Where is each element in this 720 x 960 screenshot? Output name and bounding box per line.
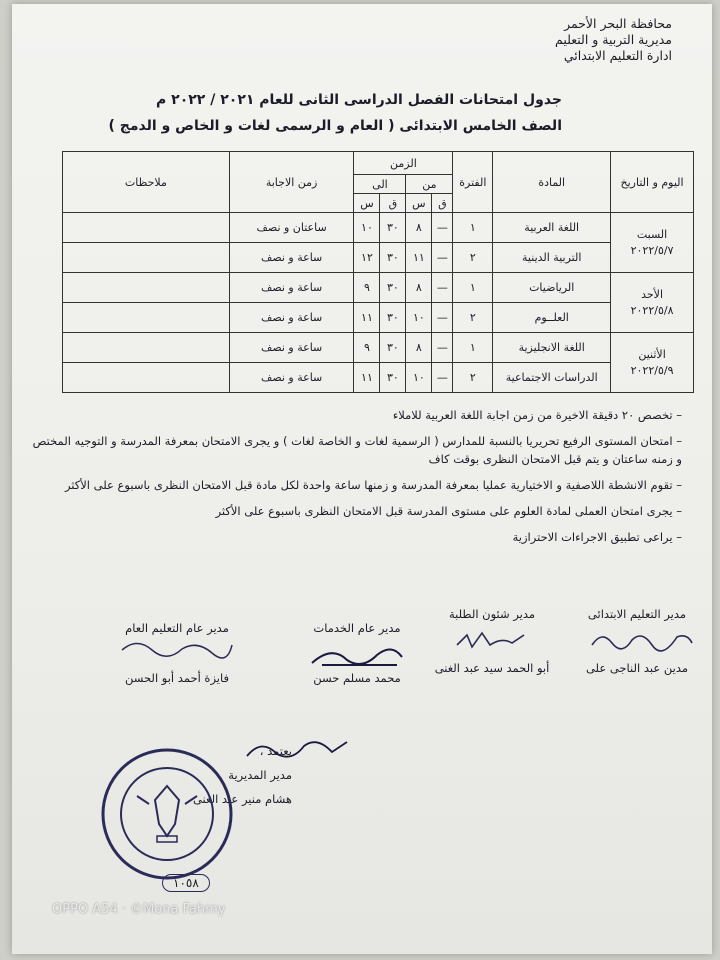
day-name: السبت	[636, 227, 668, 241]
signature-block	[427, 607, 557, 675]
to-q-cell: ٣٠	[380, 333, 406, 363]
notes-cell	[63, 243, 230, 273]
table-row	[63, 363, 694, 393]
to-s-cell: ٩	[354, 273, 380, 303]
from-s-cell: ٨	[406, 213, 432, 243]
period-cell: ١	[453, 273, 493, 303]
day-cell	[611, 333, 694, 393]
duration-cell: ساعتان و نصف	[229, 213, 354, 243]
directorate-line: مديرية التربية و التعليم	[555, 32, 672, 47]
from-q-cell: —	[432, 303, 453, 333]
signature-name: فايزة أحمد أبو الحسن	[125, 671, 229, 685]
table-row	[63, 213, 694, 243]
notes-cell	[63, 363, 230, 393]
duration-cell: ساعة و نصف	[229, 363, 354, 393]
notes-cell	[63, 273, 230, 303]
subject-cell: العلــوم	[493, 303, 611, 333]
handwritten-signature	[587, 625, 697, 655]
header-duration: زمن الاجابة	[229, 152, 354, 213]
header-to: الى	[354, 175, 406, 194]
page-title: جدول امتحانات الفصل الدراسى الثانى للعام ٢٠٢١ / ٢٠٢٢ م	[156, 92, 562, 108]
table-row	[63, 303, 694, 333]
table-row	[63, 273, 694, 303]
handwritten-signature	[452, 627, 532, 655]
signature-block	[572, 607, 702, 675]
handwritten-signature	[302, 635, 412, 675]
subject-cell: الرياضيات	[493, 273, 611, 303]
signature-role: مدير عام التعليم العام	[125, 621, 229, 635]
approval-label: يعتمد ،	[259, 744, 292, 758]
camera-watermark: OPPO A54 · ©Mona Fahmy	[52, 902, 226, 917]
to-s-cell: ١٠	[354, 213, 380, 243]
signature-role: مدير عام الخدمات	[313, 621, 401, 635]
header-period: الفترة	[453, 152, 493, 213]
from-q-cell: —	[432, 243, 453, 273]
to-s-cell: ١١	[354, 303, 380, 333]
duration-cell: ساعة و نصف	[229, 333, 354, 363]
subject-cell: اللغة العربية	[493, 213, 611, 243]
from-q-cell: —	[432, 333, 453, 363]
from-s-cell: ٨	[406, 333, 432, 363]
subject-cell: اللغة الانجليزية	[493, 333, 611, 363]
instructions-list	[32, 406, 682, 554]
letterhead	[555, 16, 672, 64]
instruction-item: – يجرى امتحان العملى لمادة العلوم على مستوى المدرسة قبل الامتحان النظرى باسبوع على الأكثر	[215, 504, 682, 518]
document-page	[12, 4, 712, 954]
to-q-cell: ٣٠	[380, 243, 406, 273]
header-subject: المادة	[493, 152, 611, 213]
from-q-cell: —	[432, 273, 453, 303]
page-subtitle: الصف الخامس الابتدائى ( العام و الرسمى لغات و الخاص و الدمج )	[108, 118, 562, 134]
table-row	[63, 333, 694, 363]
signature-name: مدين عبد الناجى على	[585, 661, 689, 675]
signature-block	[297, 621, 417, 685]
header-day: اليوم و التاريخ	[611, 152, 694, 213]
period-cell: ٢	[453, 243, 493, 273]
header-from-q: ق	[432, 194, 453, 213]
notes-cell	[63, 303, 230, 333]
signature-role: مدير شئون الطلبة	[448, 607, 536, 621]
header-to-q: ق	[380, 194, 406, 213]
signature-block	[102, 621, 252, 685]
to-q-cell: ٣٠	[380, 303, 406, 333]
to-s-cell: ١١	[354, 363, 380, 393]
to-q-cell: ٣٠	[380, 273, 406, 303]
official-stamp-icon	[97, 744, 237, 884]
signature-role: مدير التعليم الابتدائى	[587, 607, 687, 621]
day-date: ٢٠٢٢/٥/٨	[630, 303, 674, 317]
notes-cell	[63, 213, 230, 243]
period-cell: ٢	[453, 303, 493, 333]
duration-cell: ساعة و نصف	[229, 243, 354, 273]
header-from-s: س	[406, 194, 432, 213]
signature-name: أبو الحمد سيد عبد الغنى	[434, 661, 550, 675]
day-cell	[611, 213, 694, 273]
notes-cell	[63, 333, 230, 363]
handwritten-signature	[117, 635, 237, 665]
day-date: ٢٠٢٢/٥/٩	[630, 363, 674, 377]
instruction-item: – يراعى تطبيق الاجراءات الاحترازية	[512, 530, 682, 544]
duration-cell: ساعة و نصف	[229, 303, 354, 333]
table-row	[63, 243, 694, 273]
from-s-cell: ١٠	[406, 303, 432, 333]
header-to-s: س	[354, 194, 380, 213]
day-cell	[611, 273, 694, 333]
governorate-line: محافظة البحر الأحمر	[564, 16, 672, 31]
to-q-cell: ٣٠	[380, 363, 406, 393]
to-s-cell: ٩	[354, 333, 380, 363]
from-s-cell: ٨	[406, 273, 432, 303]
from-s-cell: ١١	[406, 243, 432, 273]
to-q-cell: ٣٠	[380, 213, 406, 243]
approval-role: مدير المديرية	[228, 768, 292, 782]
approval-name: هشام منير عبد الغنى	[192, 792, 292, 806]
instruction-item: – تقوم الانشطة اللاصفية و الاختيارية عمليا بمعرفة المدرسة و زمنها ساعة واحدة لكل مادة قبل الامتحان النظرى باسبوع على الأكثر	[64, 478, 682, 492]
signature-name: محمد مسلم حسن	[313, 671, 401, 685]
day-name: الأحد	[641, 287, 663, 301]
exam-schedule-table	[62, 151, 694, 393]
from-q-cell: —	[432, 363, 453, 393]
instruction-item: – تخصص ٢٠ دقيقة الاخيرة من زمن اجابة اللغة العربية للاملاء	[392, 408, 682, 422]
subject-cell: التربية الدينية	[493, 243, 611, 273]
header-from: من	[406, 175, 453, 194]
instruction-item: – امتحان المستوى الرفيع تحريريا بالنسبة للمدارس ( الرسمية لغات و الخاصة لغات ) و يجرى الامتحان بمعرفة المدرسة و التوجيه المختص و زمنه ساعتان و يتم قبل الامتحان النظرى بوقت كاف	[32, 434, 682, 466]
administration-line: ادارة التعليم الابتدائي	[563, 48, 672, 63]
period-cell: ١	[453, 333, 493, 363]
stamp-number: ١٠٥٨	[162, 874, 210, 892]
from-s-cell: ١٠	[406, 363, 432, 393]
header-time: الزمن	[354, 152, 453, 175]
to-s-cell: ١٢	[354, 243, 380, 273]
day-date: ٢٠٢٢/٥/٧	[630, 243, 674, 257]
duration-cell: ساعة و نصف	[229, 273, 354, 303]
day-name: الأثنين	[638, 347, 666, 361]
period-cell: ٢	[453, 363, 493, 393]
header-notes: ملاحظات	[63, 152, 230, 213]
from-q-cell: —	[432, 213, 453, 243]
subject-cell: الدراسات الاجتماعية	[493, 363, 611, 393]
period-cell: ١	[453, 213, 493, 243]
approval-signature	[242, 732, 352, 766]
